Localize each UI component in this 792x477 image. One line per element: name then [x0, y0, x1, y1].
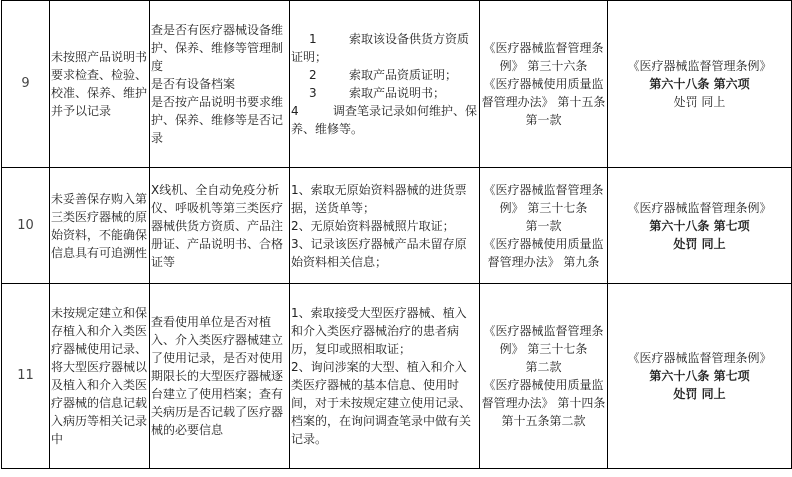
table-row: [2, 168, 792, 284]
basis-line: 《医疗器械监督管理条例》 第三十七条: [483, 182, 604, 215]
evidence-item: 2、询问涉案的大型、植入和介入类医疗器械的基本信息、使用时间，对于未按规定建立使用记录、档案的，在询问调查笔录中做有关记录。: [291, 360, 472, 446]
check-line: 是否有设备档案: [151, 77, 236, 91]
check-line: 查看使用单位是否对植入、介入类医疗器械建立了使用记录，是否对使用期限长的大型医疗器械逐台建立了使用档案；查有关病历是否记载了医疗器械的必要信息: [151, 315, 284, 437]
evidence-item: 3、记录该医疗器械产品未留存原始资料相关信息；: [291, 236, 467, 269]
basis-line: 《医疗器械使用质量监督管理办法》 第十四条: [481, 378, 606, 410]
evidence-item: 1、索取接受大型医疗器械、植入和介入类医疗器械治疗的患者病历，复印或照相取证；: [291, 306, 467, 356]
table-row: [2, 1, 792, 168]
basis-cell: [480, 168, 608, 284]
evidence-item: 2 索取产品资质证明；: [309, 68, 458, 82]
evidence-cell: [290, 168, 480, 284]
penalty-text: 处罚 同上: [673, 387, 726, 401]
table-row: [2, 284, 792, 469]
evidence-item: 3 索取产品说明书；: [309, 86, 446, 100]
row-number: 9: [2, 1, 50, 168]
check-cell: [150, 168, 290, 284]
penalty-law: 《医疗器械监督管理条例》: [627, 200, 772, 215]
evidence-item: 1、索取无原始资料器械的进货票据，送货单等；: [291, 182, 467, 215]
basis-cell: [480, 284, 608, 469]
penalty-law: 《医疗器械监督管理条例》: [627, 351, 772, 365]
check-line: X线机、全自动免疫分析仪、呼吸机等第三类医疗器械供货方资质、产品注册证、产品说明书、合格证等: [151, 182, 284, 269]
row-number: 11: [2, 284, 50, 469]
check-line: 是否按产品说明书要求维护、保养、维修等是否记录: [151, 95, 284, 145]
basis-line: 《医疗器械监督管理条例》 第三十六条: [483, 41, 604, 73]
basis-line: 《医疗器械监督管理条例》 第三十七条: [483, 324, 604, 356]
basis-line: 《医疗器械使用质量监督管理办法》 第九条: [483, 236, 604, 269]
basis-line: 《医疗器械使用质量监督管理办法》 第十五条第一款: [481, 77, 606, 127]
evidence-item: 2、无原始资料器械照片取证；: [291, 218, 455, 233]
penalty-cell: [608, 284, 792, 469]
penalty-article: 第六十八条 第七项: [649, 218, 750, 233]
penalty-article: 第六十八条 第七项: [649, 369, 750, 383]
regulation-table: [1, 0, 792, 469]
check-line: 查是否有医疗器械设备维护、保养、维修等管理制度: [151, 23, 284, 73]
penalty-cell: [608, 1, 792, 168]
penalty-cell: [608, 168, 792, 284]
evidence-cell: [290, 284, 480, 469]
violation-cell: 未按规定建立和保存植入和介入类医疗器械使用记录、将大型医疗器械以及植入和介入类医疗器械的信息记载入病历等相关记录中: [50, 284, 150, 469]
violation-cell: 未妥善保存购入第三类医疗器械的原始资料，不能确保信息具有可追溯性: [50, 168, 150, 284]
penalty-text: 处罚 同上: [673, 236, 726, 251]
evidence-item: 1 索取该设备供货方资质证明；: [291, 32, 470, 64]
basis-line: 第十五条第二款: [501, 414, 586, 428]
penalty-law: 《医疗器械监督管理条例》: [627, 59, 772, 73]
violation-cell: 未按照产品说明书要求检查、检验、校准、保养、维护并予以记录: [50, 1, 150, 168]
check-cell: [150, 1, 290, 168]
evidence-item: 4 调查笔录记录如何维护、保养、维修等。: [291, 104, 478, 136]
penalty-text: 处罚 同上: [673, 95, 726, 109]
basis-line: 第二款: [525, 360, 562, 374]
row-number: 10: [2, 168, 50, 284]
penalty-article: 第六十八条 第六项: [649, 77, 750, 91]
basis-line: 第一款: [525, 218, 562, 233]
evidence-cell: [290, 1, 480, 168]
basis-cell: [480, 1, 608, 168]
check-cell: [150, 284, 290, 469]
